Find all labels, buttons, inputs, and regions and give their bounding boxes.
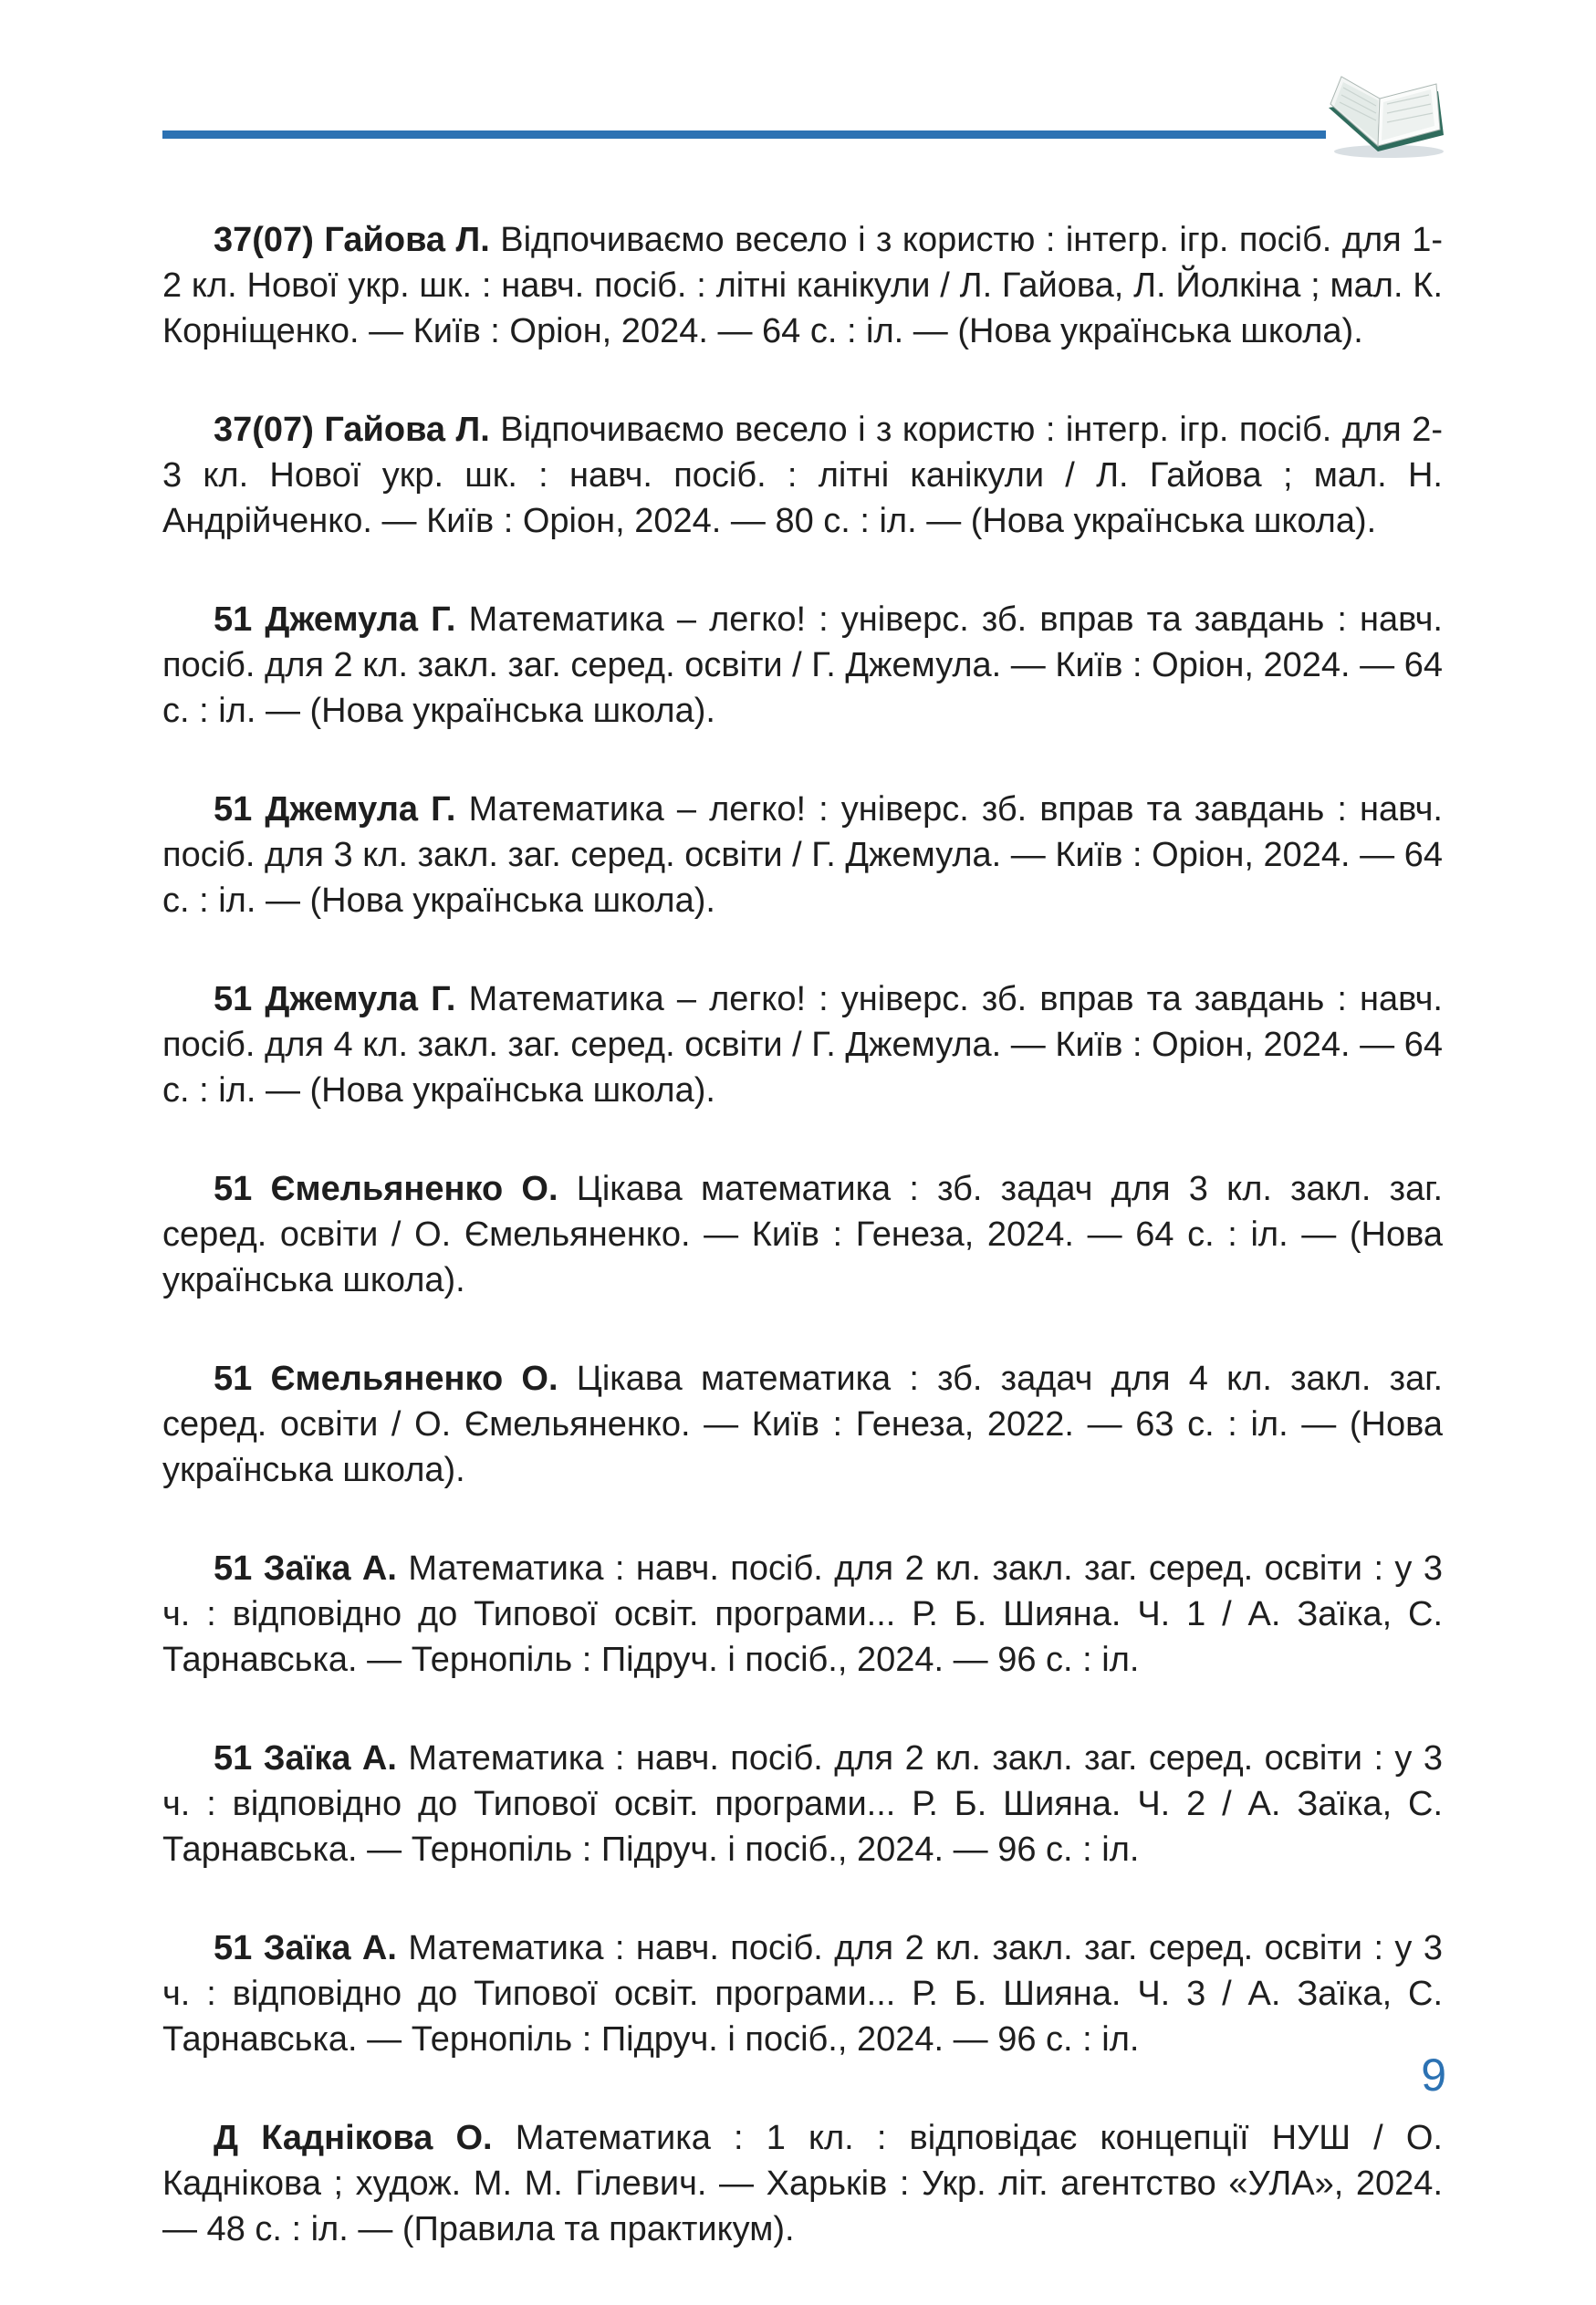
entry-text: Математика : навч. посіб. для 2 кл. закл. заг. серед. освіти : у 3 ч. : відповідно до Типової освіт. програми... Р. Б. Шияна. Ч. 1 / А. Заїка, С. Тарнавська. — Тернопіль : Підруч. і посіб., 2024. — 96 с. : іл. [162,1549,1443,1679]
header-rule [162,130,1326,139]
bibliography-entry [162,1166,1443,1303]
bibliography-entry [162,1736,1443,1872]
entry-text: Математика – легко! : універс. зб. вправ та завдань : навч. посіб. для 4 кл. закл. заг. серед. освіти / Г. Джемула. — Київ : Оріон, 2024. — 64 с. : іл. — (Нова українська школа). [162,980,1443,1110]
bibliography-entry [162,787,1443,923]
bibliography-entry [162,2115,1443,2252]
entry-author: Д Каднікова О. [214,2119,493,2157]
entry-text: Відпочиваємо весело і з користю : інтегр. ігр. посіб. для 2-3 кл. Нової укр. шк. : навч. посіб. : літні канікули / Л. Гайова ; мал. Н. Андрійченко. — Київ : Оріон, 2024. — 80 с. : іл. — (Нова українська школа). [162,411,1444,540]
entry-author: 51 Ємельяненко О. [214,1360,558,1398]
entry-text: Відпочиваємо весело і з користю : інтегр. ігр. посіб. для 1-2 кл. Нової укр. шк. : навч. посіб. : літні канікули / Л. Гайова, Л. Йолкіна ; мал. К. Корніщенко. — Київ : Оріон, 2024. — 64 с. : іл. — (Нова українська школа). [162,221,1444,350]
entry-author: 51 Джемула Г. [214,790,456,829]
bibliography-entry [162,597,1443,734]
entry-text: Математика – легко! : універс. зб. вправ та завдань : навч. посіб. для 2 кл. закл. заг. серед. освіти / Г. Джемула. — Київ : Оріон, 2024. — 64 с. : іл. — (Нова українська школа). [162,600,1443,730]
bibliography-entry [162,1925,1443,2062]
open-book-icon [1323,71,1449,162]
bibliography-entry [162,1546,1443,1683]
bibliography-entry [162,407,1443,544]
bibliography-list [162,217,1443,2305]
entry-text: Математика : навч. посіб. для 2 кл. закл. заг. серед. освіти : у 3 ч. : відповідно до Типової освіт. програми... Р. Б. Шияна. Ч. 3 / А. Заїка, С. Тарнавська. — Тернопіль : Підруч. і посіб., 2024. — 96 с. : іл. [162,1929,1443,2059]
entry-text: Математика : 1 кл. : відповідає концепції НУШ / О. Каднікова ; худож. М. М. Гілевич. — Харьків : Укр. літ. агентство «УЛА», 2024. — 48 с. : іл. — (Правила та практикум). [162,2119,1443,2248]
bibliography-entry [162,217,1443,354]
entry-author: 37(07) Гайова Л. [214,411,490,449]
bibliography-entry [162,1356,1443,1493]
entry-author: 51 Заїка А. [214,1739,397,1778]
entry-author: 51 Джемула Г. [214,600,456,639]
entry-author: 51 Ємельяненко О. [214,1170,558,1208]
entry-text: Цікава математика : зб. задач для 4 кл. закл. заг. серед. освіти / О. Ємельяненко. — Київ : Генеза, 2022. — 63 с. : іл. — (Нова українська школа). [162,1360,1444,1489]
entry-author: 51 Заїка А. [214,1549,397,1588]
entry-text: Цікава математика : зб. задач для 3 кл. закл. заг. серед. освіти / О. Ємельяненко. — Київ : Генеза, 2024. — 64 с. : іл. — (Нова українська школа). [162,1170,1444,1299]
page-number: 9 [1421,2049,1446,2101]
entry-author: 37(07) Гайова Л. [214,221,490,259]
entry-text: Математика – легко! : універс. зб. вправ та завдань : навч. посіб. для 3 кл. закл. заг. серед. освіти / Г. Джемула. — Київ : Оріон, 2024. — 64 с. : іл. — (Нова українська школа). [162,790,1443,920]
bibliography-entry [162,976,1443,1113]
entry-author: 51 Заїка А. [214,1929,397,1967]
entry-text: Математика : навч. посіб. для 2 кл. закл. заг. серед. освіти : у 3 ч. : відповідно до Типової освіт. програми... Р. Б. Шияна. Ч. 2 / А. Заїка, С. Тарнавська. — Тернопіль : Підруч. і посіб., 2024. — 96 с. : іл. [162,1739,1443,1869]
entry-author: 51 Джемула Г. [214,980,456,1018]
